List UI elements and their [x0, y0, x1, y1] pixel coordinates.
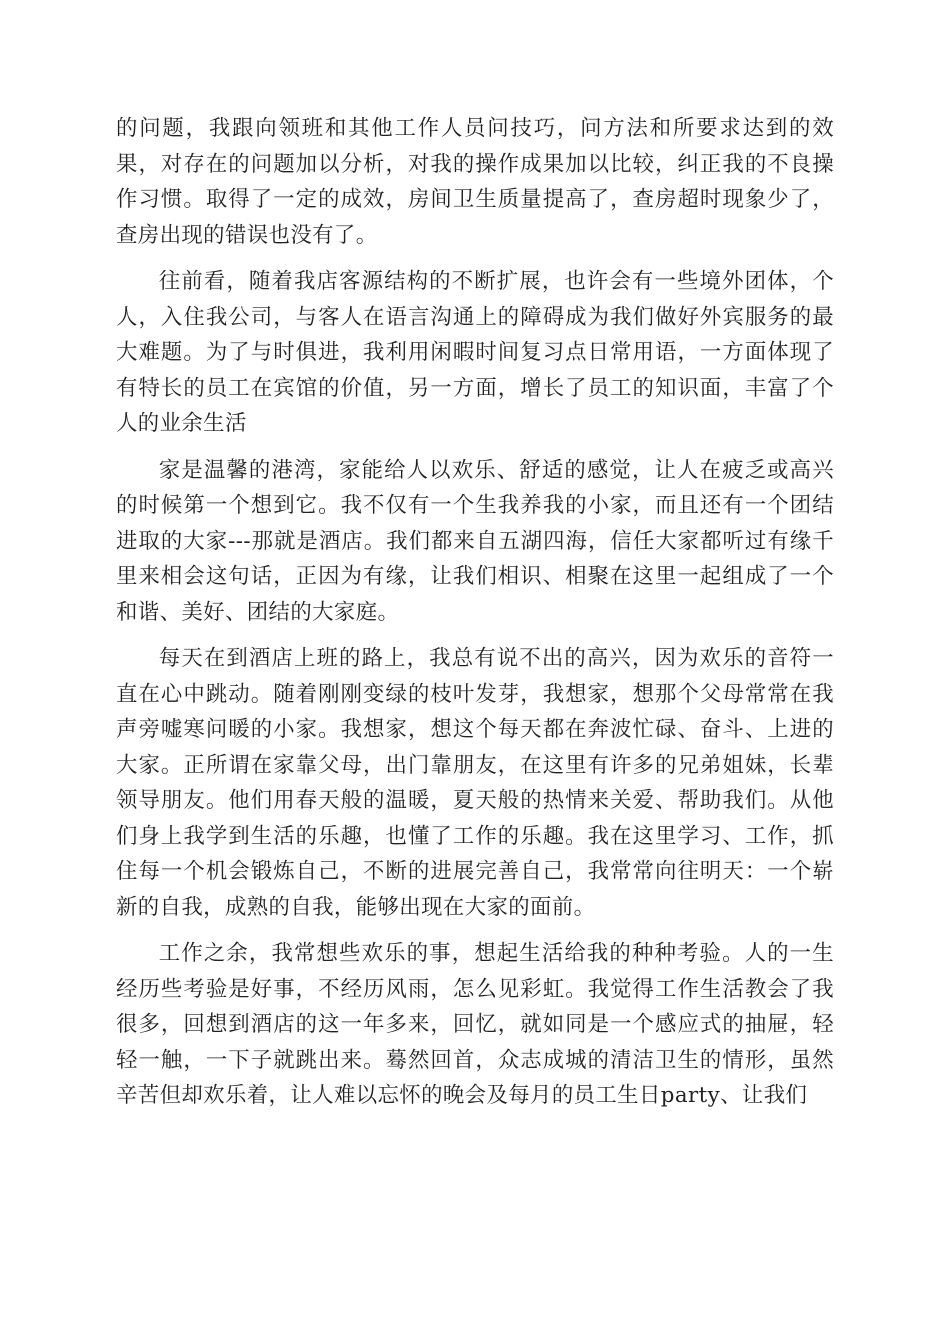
- paragraph-2: 往前看，随着我店客源结构的不断扩展，也许会有一些境外团体，个人，入住我公司，与客人在语言沟通上的障碍成为我们做好外宾服务的最大难题。为了与时俱进，我利用闲暇时间复习点日常用语，一方面体现了有特长的员工在宾馆的价值，另一方面，增长了员工的知识面，丰富了个人的业余生活: [116, 269, 834, 436]
- paragraph-3: 家是温馨的港湾，家能给人以欢乐、舒适的感觉，让人在疲乏或高兴的时候第一个想到它。我不仅有一个生我养我的小家，而且还有一个团结进取的大家---那就是酒店。我们都来自五湖四海，信任大家都听过有缘千里来相会这句话，正因为有缘，让我们相识、相聚在这里一起组成了一个和谐、美好、团结的大家庭。: [116, 457, 834, 625]
- paragraph-5: 工作之余，我常想些欢乐的事，想起生活给我的种种考验。人的一生经历些考验是好事，不经历风雨，怎么见彩虹。我觉得工作生活教会了我很多，回想到酒店的这一年多来，回忆，就如同是一个感应式的抽屉，轻轻一触，一下子就跳出来。蓦然回首，众志成城的清洁卫生的情形，虽然辛苦但却欢乐着，让人难以忘怀的晚会及每月的员工生日party、让我们: [116, 941, 834, 1108]
- paragraph-1: 的问题，我跟向领班和其他工作人员问技巧，问方法和所要求达到的效果，对存在的问题加以分析，对我的操作成果加以比较，纠正我的不良操作习惯。取得了一定的成效，房间卫生质量提高了，查房超时现象少了，查房出现的错误也没有了。: [116, 116, 834, 248]
- paragraph-4: 每天在到酒店上班的路上，我总有说不出的高兴，因为欢乐的音符一直在心中跳动。随着刚刚变绿的枝叶发芽，我想家，想那个父母常常在我声旁嘘寒问暖的小家。我想家，想这个每天都在奔波忙碌、奋斗、上进的大家。正所谓在家靠父母，出门靠朋友，在这里有许多的兄弟姐妹，长辈领导朋友。他们用春天般的温暖，夏天般的热情来关爱、帮助我们。从他们身上我学到生活的乐趣，也懂了工作的乐趣。我在这里学习、工作，抓住每一个机会锻炼自己，不断的进展完善自己，我常常向往明天：一个崭新的自我，成熟的自我，能够出现在大家的面前。: [116, 646, 834, 920]
